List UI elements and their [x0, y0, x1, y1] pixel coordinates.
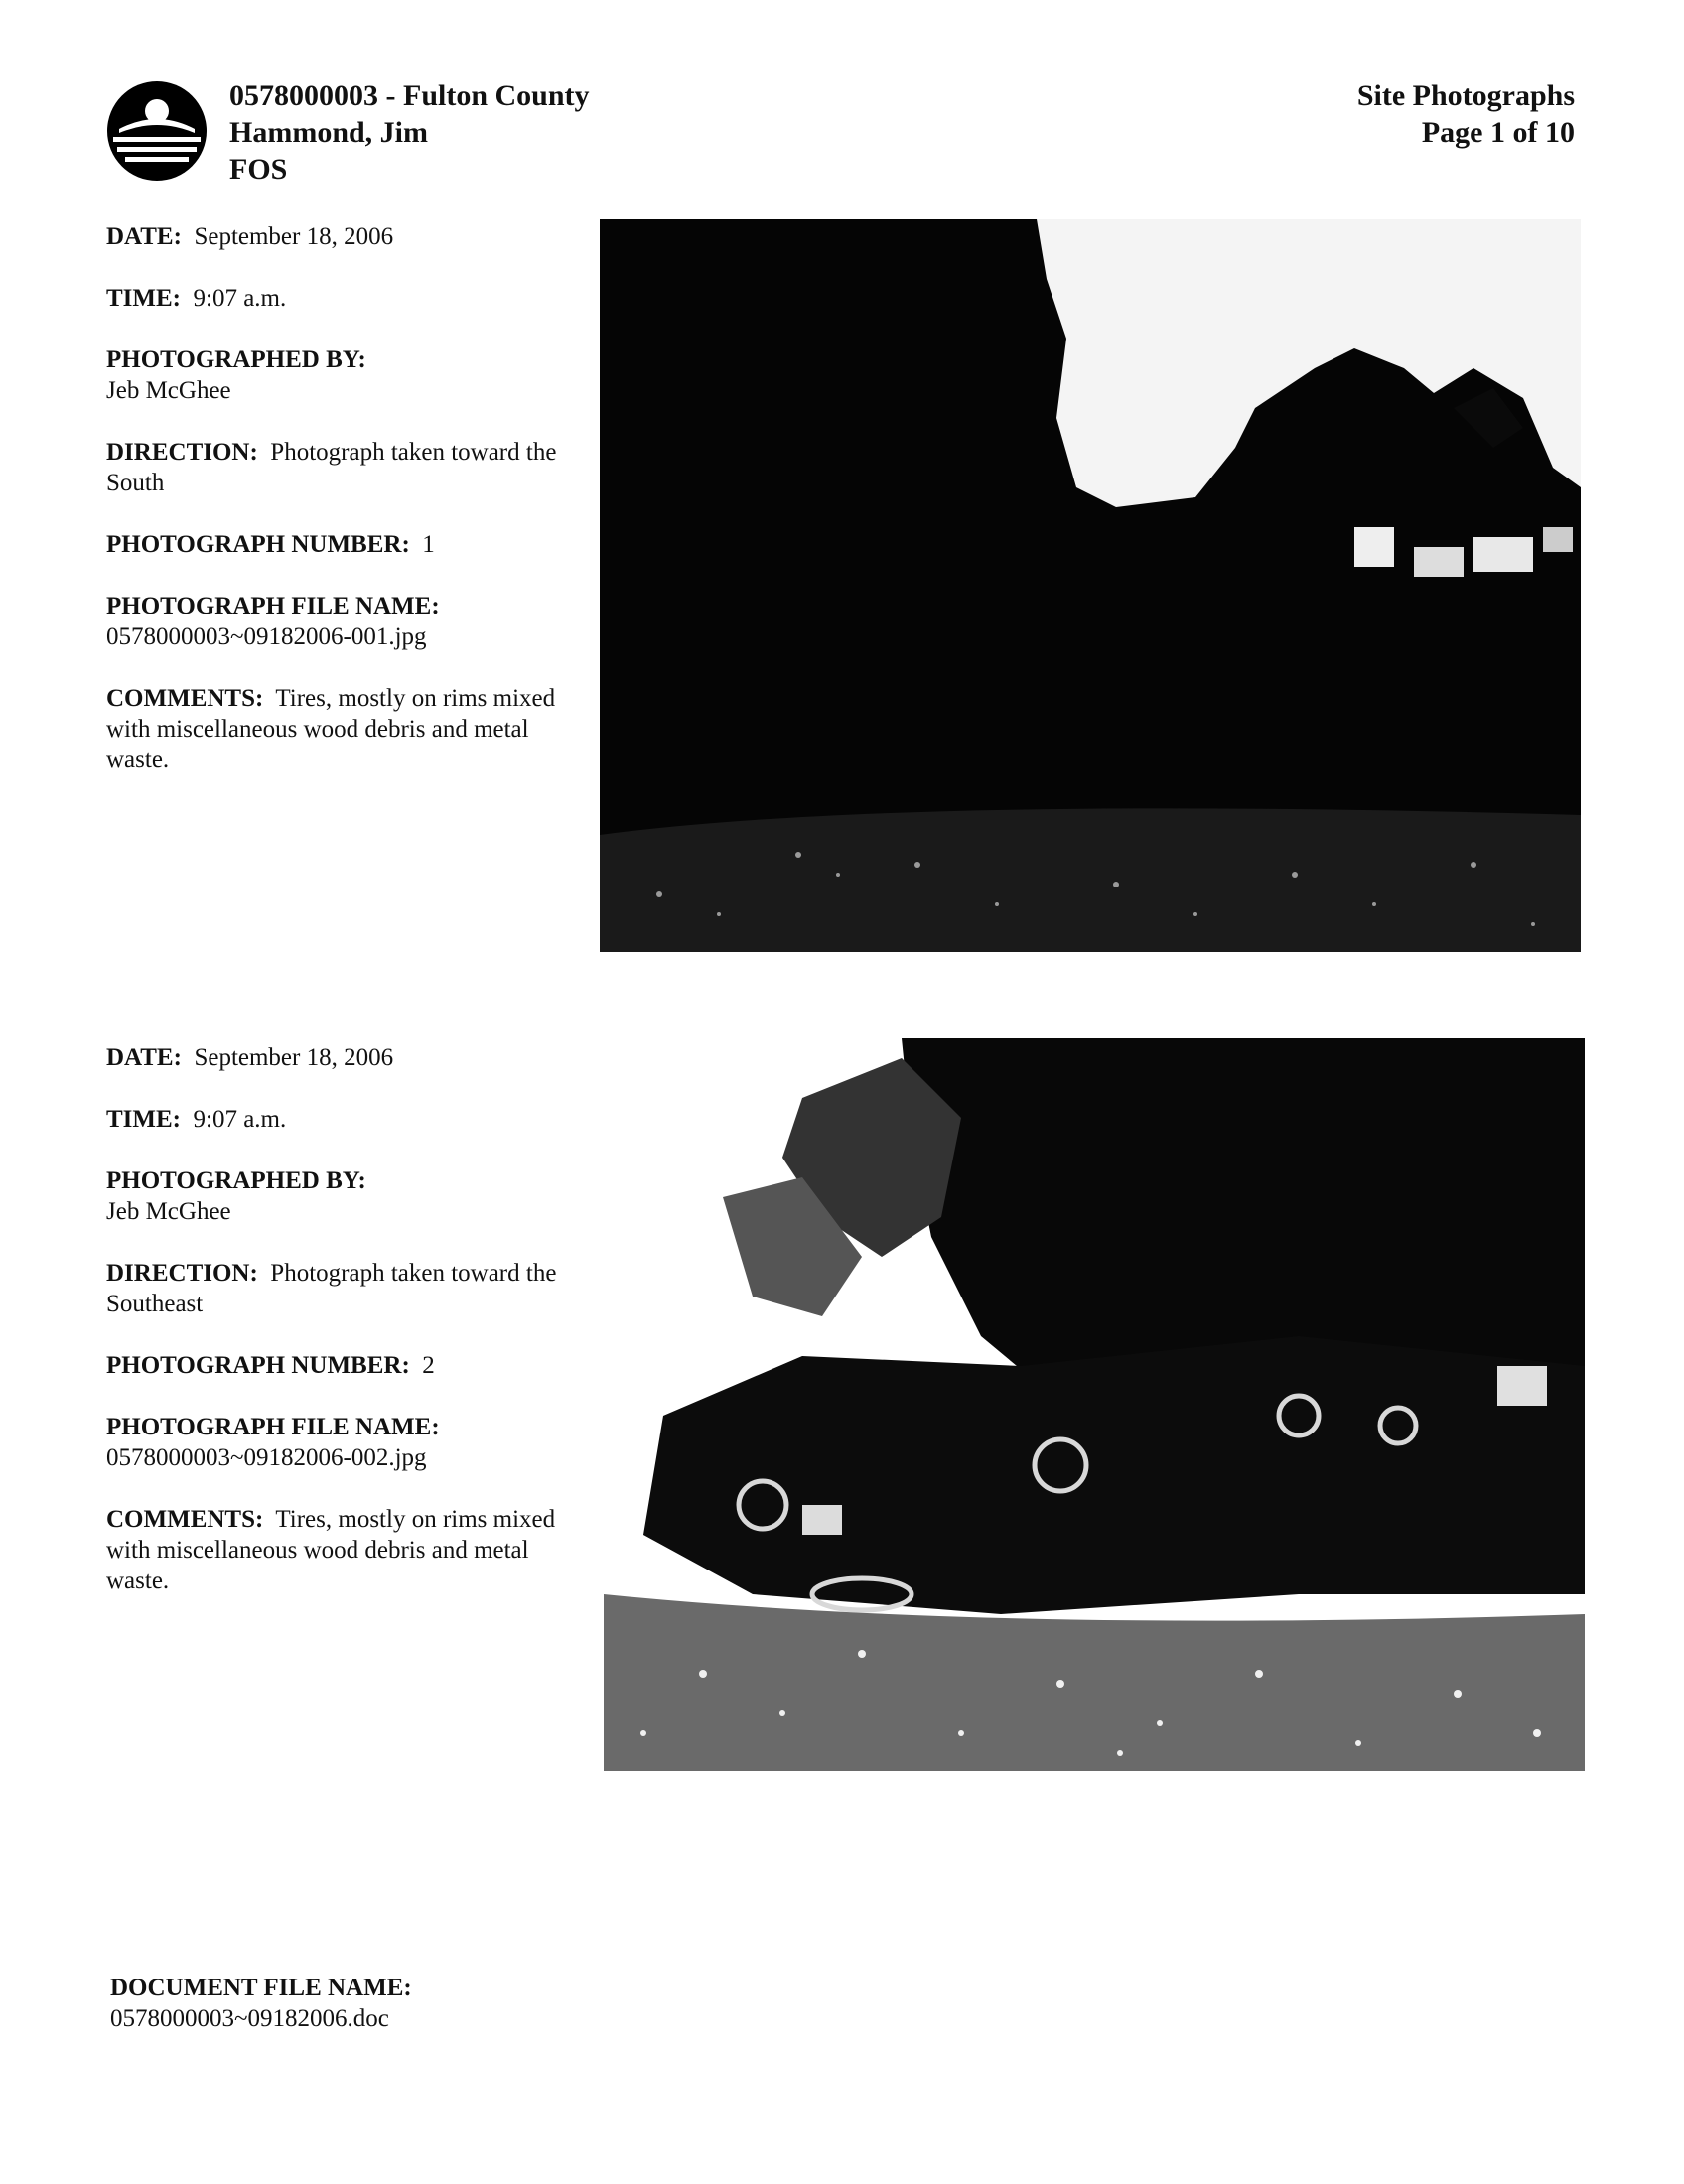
document-file-value: 0578000003~09182006.doc [110, 2005, 389, 2032]
site-photo-1 [600, 219, 1581, 952]
photo-1-number: 1 [422, 531, 435, 558]
photo-1-time: 9:07 a.m. [193, 285, 287, 312]
photo-2-number: 2 [422, 1352, 435, 1379]
site-owner: Hammond, Jim [229, 116, 429, 149]
photo-2-photographer: Jeb McGhee [106, 1198, 231, 1225]
site-photo-2 [604, 1038, 1585, 1771]
site-office: FOS [229, 153, 288, 186]
document-file-name: DOCUMENT FILE NAME: 0578000003~09182006.doc [110, 1975, 412, 2032]
photo-2-direction: Photograph taken toward the Southeast [106, 1260, 557, 1317]
photo-2-time: 9:07 a.m. [193, 1106, 287, 1133]
photo-1-photographer: Jeb McGhee [106, 377, 231, 404]
photo-2-details: DATE: September 18, 2006 TIME: 9:07 a.m. PHOTOGRAPHED BY: Jeb McGhee DIRECTION: Photograph taken toward the Southeast PHOTOGRAPH NUMBER: 2 PHOTOGRAPH FILE NAME: 0578000003~09182006-002.jpg COMMENTS: Tires, mostly on rims mixed with miscellaneous wood debris and metal waste. [106, 1044, 557, 1594]
document-title: Site Photographs [1356, 79, 1575, 112]
photo-1-direction: Photograph taken toward the South [106, 439, 557, 496]
page-number: Page 1 of 10 [1421, 116, 1575, 149]
photo-2-file: 0578000003~09182006-002.jpg [106, 1444, 427, 1471]
agency-logo [105, 79, 209, 183]
photo-1-details: DATE: September 18, 2006 TIME: 9:07 a.m. PHOTOGRAPHED BY: Jeb McGhee DIRECTION: Photograph taken toward the South PHOTOGRAPH NUMBER: 1 PHOTOGRAPH FILE NAME: 0578000003~09182006-001.jpg COMMENTS: Tires, mostly on rims mixed with miscellaneous wood debris and metal waste. [106, 223, 557, 773]
photo-1-date: September 18, 2006 [194, 223, 394, 250]
photo-2-date: September 18, 2006 [194, 1044, 394, 1071]
header-page-info [1357, 77, 1575, 151]
header-site-info [229, 77, 590, 188]
photo-2-comments: Tires, mostly on rims mixed with miscellaneous wood debris and metal waste. [106, 1506, 556, 1594]
site-id-county: 0578000003 - Fulton County [229, 79, 590, 112]
photo-1-comments: Tires, mostly on rims mixed with miscellaneous wood debris and metal waste. [106, 685, 556, 773]
photo-1-file: 0578000003~09182006-001.jpg [106, 623, 427, 650]
